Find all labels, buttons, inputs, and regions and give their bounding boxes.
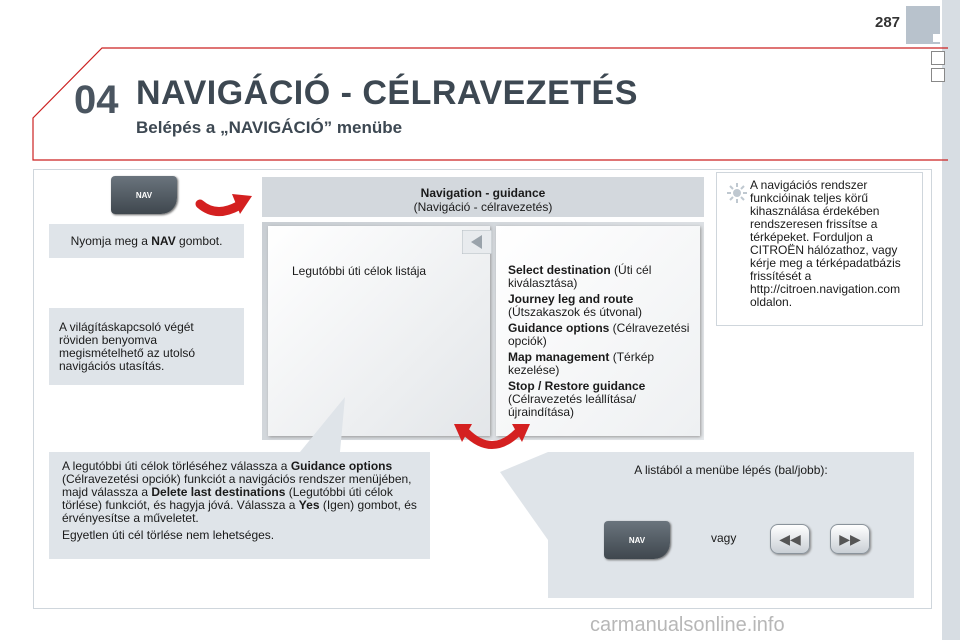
note-text: A legutóbbi úti célok törléséhez válassza a [62,459,291,473]
note-text: (Célravezetési opciók) funkciót a navigációs rendszer menüjében, majd válassza a [62,472,412,499]
screen-header [262,177,704,217]
watermark: carmanualsonline.info [590,614,785,636]
press-nav-box [49,224,244,258]
or-text: vagy [711,531,737,545]
delete-note-paragraph-2: Egyetlen úti cél törlése nem lehetséges. [62,528,275,542]
note-text: (Legutóbbi úti célok törlése) funkciót, és hagyja jóvá. Válassza a [62,485,393,512]
menu-item-stop-restore [508,380,694,419]
menu-item-en: Stop / Restore guidance [508,379,646,393]
screen-header-title: Navigation - guidance [420,186,546,200]
nav-button [111,176,177,214]
menu-item-hu: (Célravezetés leállítása/ újraindítása) [508,392,637,419]
screen-header-sub: (Navigáció - célravezetés) [413,200,553,214]
menu-item-en: Select destination [508,263,611,277]
press-nav-suffix: gombot. [175,233,223,248]
rewind-icon: ◀◀ [779,530,801,547]
menu-item-map-management [508,351,694,377]
note-bold: Guidance options [290,459,393,473]
press-nav-prefix: Nyomja meg a [70,233,152,248]
left-right-arrows-icon [452,418,532,458]
menu-item-hu: (Úti cél kiválasztása) [508,263,652,290]
recent-destinations-label: Legutóbbi úti célok listája [292,264,427,278]
list-navigation-box [548,452,914,598]
menu-item-en: Journey leg and route [508,292,634,306]
menu-item-journey-leg [508,293,694,319]
menu-item-en: Guidance options [508,321,610,335]
fast-forward-icon: ▶▶ [839,530,861,547]
light-switch-note: A világításkapcsoló végét röviden benyomva megismételhető az utolsó navigációs utasítás. [49,308,244,385]
menu-item-hu: (Útszakaszok és útvonal) [508,305,643,319]
menu-item-hu: (Térkép kezelése) [508,350,655,377]
note-bold: Yes [298,498,320,512]
menu-item-select-destination [508,264,694,290]
press-nav-text [71,235,223,248]
note-bold: Delete last destinations [151,485,286,499]
menu-item-hu: (Célravezetési opciók) [508,321,690,348]
next-button [830,524,870,554]
delete-destinations-note [49,452,430,559]
page-subtitle: Belépés a „NAVIGÁCIÓ” menübe [136,118,403,137]
red-arrow-icon [194,184,256,222]
screen-menu-list [508,264,694,422]
nav-button-2-label: NAV [628,535,646,545]
nav-button-2 [604,521,670,559]
screen-left-panel [268,226,490,436]
info-box-text: A navigációs rendszer funkcióinak teljes körű kihasználása érdekében rendszeresen frissítse a térképeket. Forduljon a CITROËN hálózathoz, vagy kérje meg a térképadatbázis frissítését a http://citroen.navigation.com oldalon. [750,178,901,309]
list-nav-text: A listából a menübe lépés (bal/jobb): [634,463,828,477]
chapter-number: 04 [74,78,119,122]
nav-button-label: NAV [135,190,153,200]
press-nav-key: NAV [151,233,176,248]
note-text: (Igen) gombot, és érvényesítse a műveletet. [62,498,417,525]
page-number: 287 [875,14,901,31]
previous-button [770,524,810,554]
info-box [716,172,923,326]
sun-icon [727,183,747,203]
back-icon [462,230,492,254]
delete-note-paragraph [62,460,420,525]
menu-item-guidance-options [508,322,694,348]
menu-item-en: Map management [508,350,610,364]
page-title: NAVIGÁCIÓ - CÉLRAVEZETÉS [136,74,638,112]
